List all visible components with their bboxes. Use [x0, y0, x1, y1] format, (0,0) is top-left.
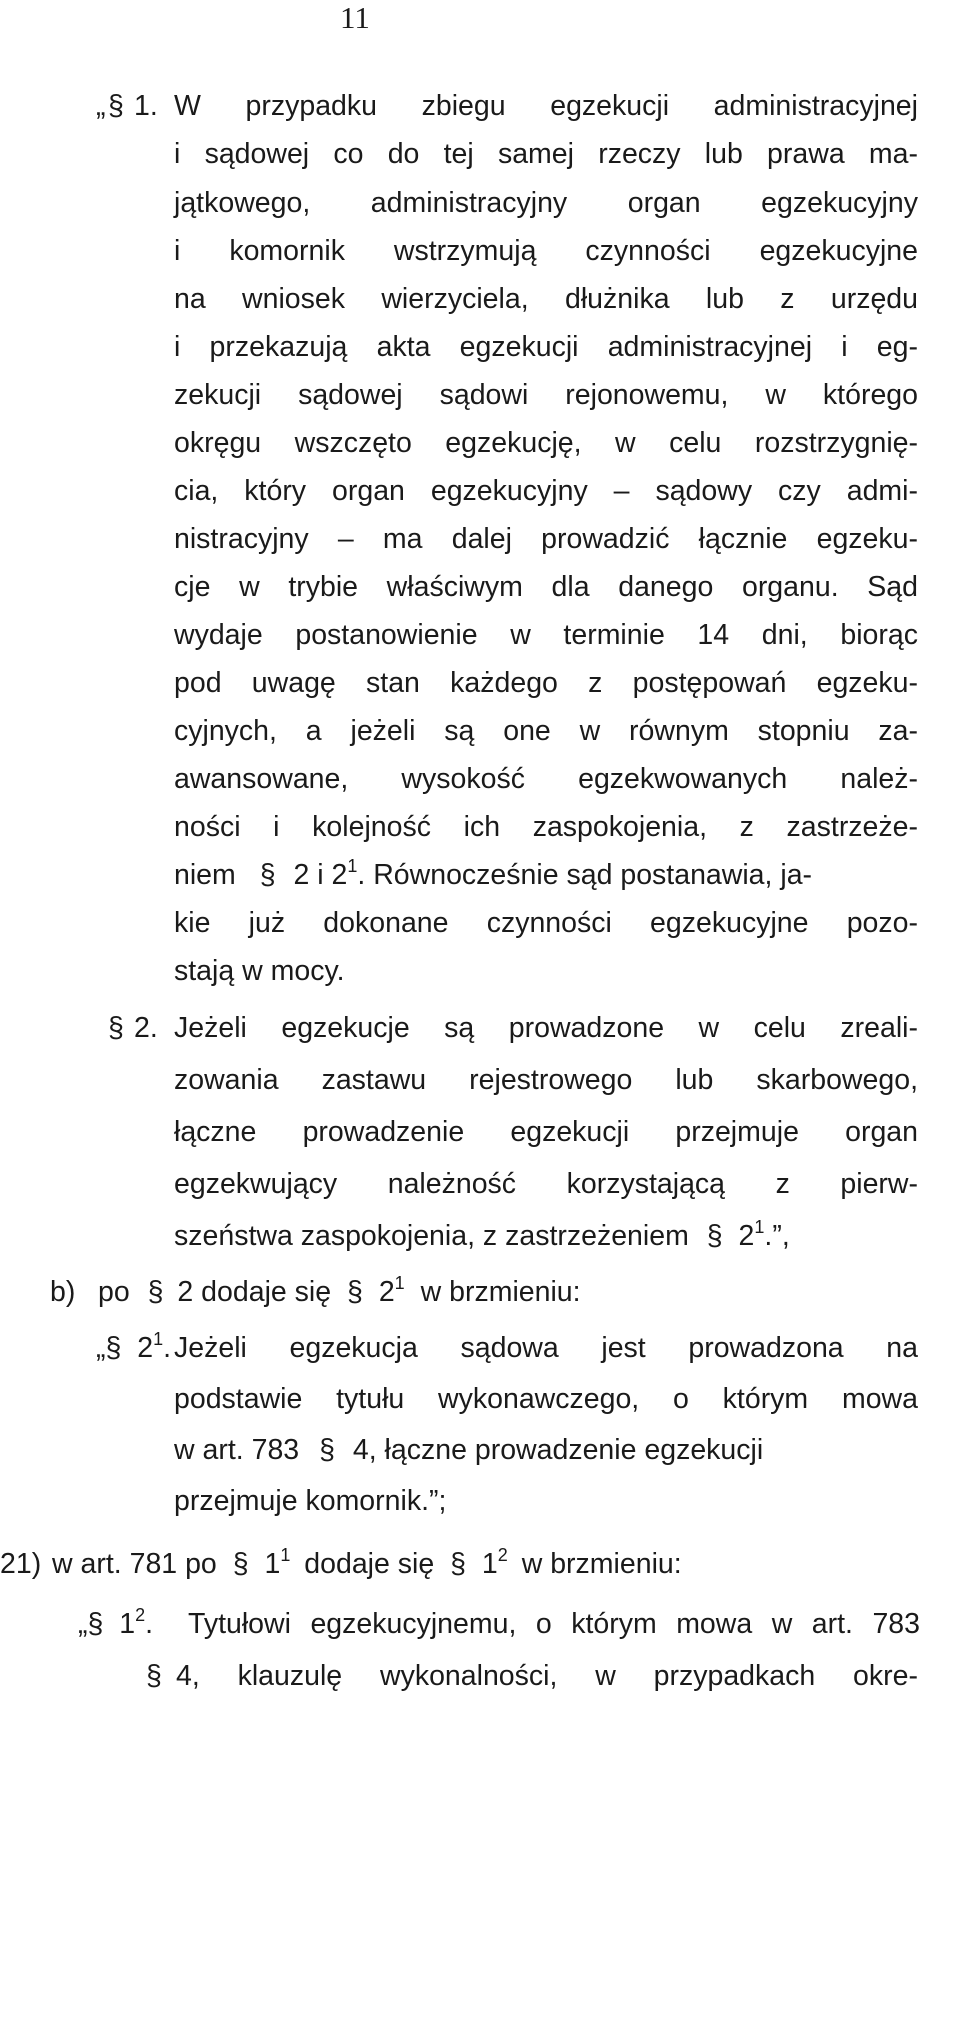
par21-line: podstawie tytułu wykonawczego, o którym mowa	[174, 1383, 918, 1415]
point-21-label: 21)	[0, 1548, 42, 1580]
section-sign-icon: §	[347, 1276, 363, 1308]
point-b-label: b)	[50, 1276, 76, 1308]
par1-line: kie już dokonane czynności egzekucyjne pozo-	[174, 907, 918, 939]
par21-heading: „§ $2^1$.	[96, 1329, 172, 1364]
par1-line: i przekazują akta egzekucji administracyjnej i eg-	[174, 331, 918, 363]
par2-line: zowania zastawu rejestrowego lub skarbowego,	[174, 1064, 918, 1096]
par1-line: cyjnych, a jeżeli są one w równym stopniu za-	[174, 715, 918, 747]
par1-line: i komornik wstrzymują czynności egzekucyjne	[174, 235, 918, 267]
par1-line: cia, który organ egzekucyjny – sądowy czy admi-	[174, 475, 918, 507]
par21-line: Jeżeli egzekucja sądowa jest prowadzona na	[174, 1332, 918, 1364]
page-number: 11	[340, 0, 370, 35]
par1-line: wydaje postanowienie w terminie 14 dni, biorąc	[174, 619, 918, 651]
par1-line: stają w mocy.	[174, 955, 345, 987]
par2-line-last: szeństwa zaspokojenia, z zastrzeżeniem § $2^1$.”,	[174, 1217, 790, 1252]
section-sign-icon: §	[108, 90, 124, 122]
par12-line: 4, klauzulę wykonalności, w przypadkach okre-	[176, 1660, 918, 1692]
par21-line-3: w art. 783 § 4, łączne prowadzenie egzekucji	[174, 1434, 764, 1466]
section-sign-icon: §	[259, 859, 276, 891]
section-sign-icon: §	[146, 1660, 162, 1692]
section-sign-icon: §	[450, 1548, 466, 1580]
par1-line: cje w trybie właściwym dla danego organu. Sąd	[174, 571, 918, 603]
par1-line: na wniosek wierzyciela, dłużnika lub z urzędu	[174, 283, 918, 315]
section-sign-icon: §	[87, 1608, 104, 1640]
par12-line: Tytułowi egzekucyjnemu, o którym mowa w art. 783	[188, 1608, 920, 1640]
par1-line-17: niem § 2 i $2^1$. Równocześnie sąd postanawia, ja-	[174, 856, 813, 891]
par2-line: Jeżeli egzekucje są prowadzone w celu zreali-	[174, 1012, 918, 1044]
par2-line: egzekwujący należność korzystającą z pierw-	[174, 1168, 918, 1200]
par1-line: W przypadku zbiegu egzekucji administracyjnej	[174, 90, 918, 122]
section-sign-icon: §	[147, 1276, 164, 1308]
section-sign-icon: §	[319, 1434, 335, 1466]
par21-line: przejmuje komornik.”;	[174, 1485, 447, 1517]
point-21-line: w art. 781 po § $1^1$ dodaje się § $1^2$ w brzmieniu:	[52, 1545, 682, 1580]
par1-number: 1.	[134, 90, 158, 122]
section-sign-icon: §	[108, 1012, 124, 1044]
section-sign-icon: §	[706, 1220, 723, 1252]
par1-line: awansowane, wysokość egzekwowanych należ-	[174, 763, 918, 795]
par1-line: nistracyjny – ma dalej prowadzić łącznie egzeku-	[174, 523, 918, 555]
par2-line: łączne prowadzenie egzekucji przejmuje organ	[174, 1116, 918, 1148]
par1-quote: „	[96, 90, 106, 122]
par12-heading: „§ $1^2$.	[78, 1605, 154, 1640]
par2-number: 2.	[134, 1012, 158, 1044]
par1-line: i sądowej co do tej samej rzeczy lub prawa ma-	[174, 138, 918, 170]
par1-line: zekucji sądowej sądowi rejonowemu, w którego	[174, 379, 918, 411]
par1-line: jątkowego, administracyjny organ egzekucyjny	[174, 187, 918, 219]
point-b-line: po § 2 dodaje się § $2^1$ w brzmieniu:	[98, 1273, 581, 1308]
section-sign-icon: §	[232, 1548, 249, 1580]
par1-line: pod uwagę stan każdego z postępowań egzeku-	[174, 667, 918, 699]
section-sign-icon: §	[105, 1332, 122, 1364]
par1-line: ności i kolejność ich zaspokojenia, z zastrzeże-	[174, 811, 918, 843]
par1-line: okręgu wszczęto egzekucję, w celu rozstrzygnię-	[174, 427, 918, 459]
